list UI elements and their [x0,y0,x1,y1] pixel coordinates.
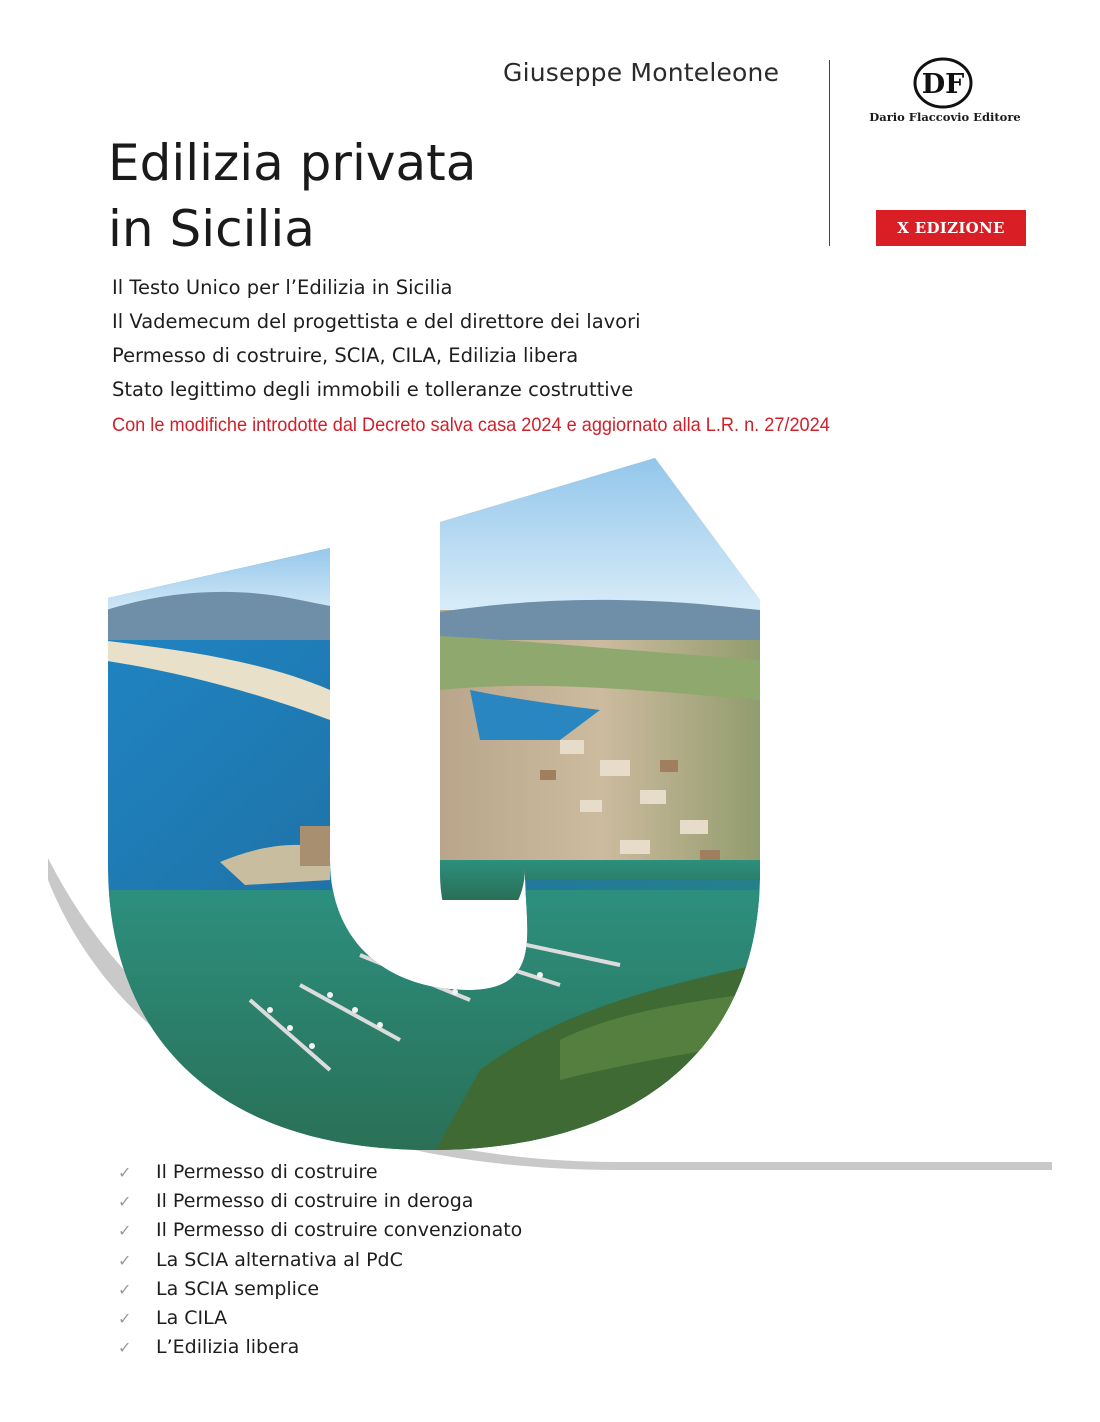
subtitle-line: Il Testo Unico per l’Edilizia in Sicilia [112,276,453,299]
checkmark-icon: ✓ [118,1192,132,1212]
topic-label: La CILA [156,1307,228,1330]
checkmark-icon: ✓ [118,1309,132,1329]
topic-item [118,1216,522,1245]
svg-text:DF: DF [921,69,965,100]
checkmark-icon: ✓ [118,1163,132,1182]
author-name: Giuseppe Monteleone [503,58,780,87]
subtitle-line: Stato legittimo degli immobili e tolleranze costruttive [112,378,634,401]
title-line-2: in Sicilia [108,200,315,258]
topic-label: Il Permesso di costruire [156,1161,378,1183]
update-note: Con le modifiche introdotte dal Decreto salva casa 2024 e aggiornato alla L.R. n. 27/2024 [112,414,830,436]
topic-item [118,1158,522,1187]
subtitle-line: Permesso di costruire, SCIA, CILA, Edilizia libera [112,344,579,367]
topic-item [118,1304,522,1333]
checkmark-icon: ✓ [118,1279,132,1299]
edition-badge: X EDIZIONE [876,210,1026,246]
topic-label: L’Edilizia libera [156,1336,300,1359]
checkmark-icon: ✓ [118,1221,132,1241]
topic-item [118,1246,522,1275]
topic-item [118,1275,522,1304]
topic-label: Il Permesso di costruire convenzionato [156,1219,523,1242]
title-line-1: Edilizia privata [108,134,477,192]
publisher-name: Dario Flaccovio Editore [869,110,1021,124]
topic-list [118,1158,522,1362]
topic-label: Il Permesso di costruire in deroga [156,1190,474,1213]
checkmark-icon: ✓ [118,1338,132,1358]
topic-label: La SCIA semplice [156,1277,320,1300]
topic-item [118,1187,522,1216]
subtitle-line: Il Vademecum del progettista e del direttore dei lavori [112,310,641,333]
checkmark-icon: ✓ [118,1250,132,1270]
topic-label: La SCIA alternativa al PdC [156,1248,403,1271]
topic-item [118,1333,522,1362]
